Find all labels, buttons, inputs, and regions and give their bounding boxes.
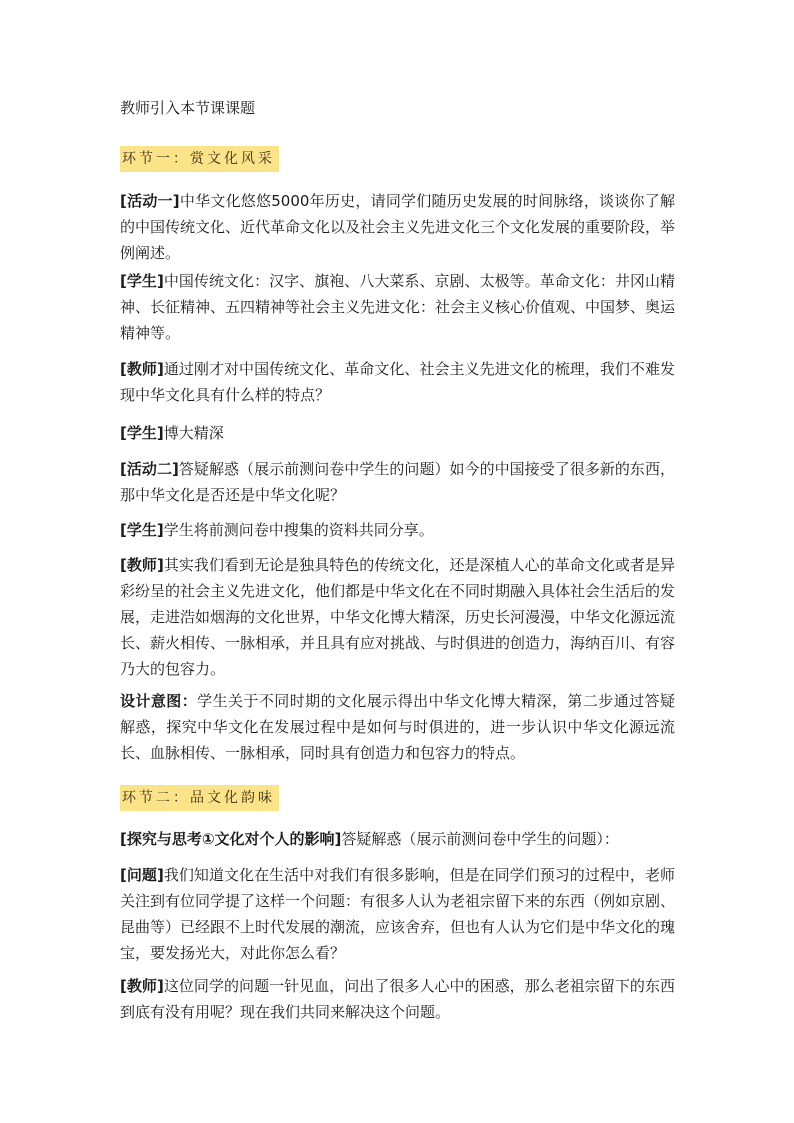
paragraph-text: 答疑解惑（展示前测问卷中学生的问题）如今的中国接受了很多新的东西，那中华文化是否还是中华文化呢？: [120, 460, 675, 504]
paragraph-teacher-1: [120, 356, 675, 408]
paragraph-activity-1: [120, 188, 675, 266]
paragraph-text: 学生关于不同时期的文化展示得出中华文化博大精深，第二步通过答疑解惑，探究中华文化在发展过程中是如何与时俱进的，进一步认识中华文化源远流长、血脉相传、一脉相承，同时具有创造力和包容力的特点。: [120, 692, 675, 762]
paragraph-tag: [探究与思考①文化对个人的影响]: [120, 830, 342, 848]
paragraph-tag: [学生]: [120, 272, 164, 290]
paragraph-student-3: [120, 517, 675, 543]
paragraph-text: 中国传统文化：汉字、旗袍、八大菜系、京剧、太极等。革命文化：井冈山精神、长征精神、五四精神等社会主义先进文化：社会主义核心价值观、中国梦、奥运精神等。: [120, 272, 676, 342]
paragraph-student-2: [120, 420, 675, 446]
paragraph-tag: [问题]: [120, 866, 164, 884]
paragraph-student-1: [120, 268, 675, 346]
paragraph-tag: [教师]: [120, 556, 164, 574]
paragraph-tag: [活动一]: [120, 192, 180, 210]
paragraph-text: 学生将前测问卷中搜集的资料共同分享。: [163, 521, 434, 539]
paragraph-tag: [教师]: [120, 977, 164, 995]
paragraph-teacher-3: [120, 973, 675, 1025]
paragraph-text: 博大精深: [163, 424, 224, 442]
paragraph-tag: 设计意图：: [120, 692, 198, 710]
paragraph-text: 中华文化悠悠5000年历史，请同学们随历史发展的时间脉络，谈谈你了解的中国传统文化、近代革命文化以及社会主义先进文化三个文化发展的重要阶段，举例阐述。: [120, 192, 676, 262]
paragraph-text: 我们知道文化在生活中对我们有很多影响，但是在同学们预习的过程中，老师关注到有位同学提了这样一个问题：有很多人认为老祖宗留下来的东西（例如京剧、昆曲等）已经跟不上时代发展的潮流，应该舍弃，但也有人认为它们是中华文化的瑰宝，要发扬光大，对此你怎么看？: [120, 866, 676, 962]
paragraph-text: 其实我们看到无论是独具特色的传统文化，还是深植人心的革命文化或者是异彩纷呈的社会主义先进文化，他们都是中华文化在不同时期融入具体社会生活后的发展，走进浩如烟海的文化世界，中华文化博大精深，历史长河漫漫，中华文化源远流长、薪火相传、一脉相承，并且具有应对挑战、与时俱进的创造力，海纳百川、有容乃大的包容力。: [120, 556, 676, 678]
paragraph-design-intent: [120, 688, 675, 766]
section-heading-1: 环节一：赏文化风采: [120, 146, 279, 172]
paragraph-inquiry: [120, 826, 675, 852]
paragraph-question: [120, 862, 675, 966]
paragraph-tag: [教师]: [120, 360, 164, 378]
paragraph-text: 通过刚才对中国传统文化、革命文化、社会主义先进文化的梳理，我们不难发现中华文化具有什么样的特点？: [120, 360, 675, 404]
paragraph-text: 答疑解惑（展示前测问卷中学生的问题）：: [341, 830, 619, 848]
paragraph-tag: [学生]: [120, 424, 164, 442]
paragraph-tag: [活动二]: [120, 460, 179, 478]
section-heading-2: 环节二：品文化韵味: [120, 785, 279, 811]
paragraph-teacher-2: [120, 552, 675, 682]
paragraph-text: 这位同学的问题一针见血，问出了很多人心中的困惑，那么老祖宗留下的东西到底有没有用呢？现在我们共同来解决这个问题。: [120, 977, 675, 1021]
intro-line: 教师引入本节课课题: [120, 99, 256, 117]
paragraph-activity-2: [120, 456, 675, 508]
paragraph-tag: [学生]: [120, 521, 164, 539]
